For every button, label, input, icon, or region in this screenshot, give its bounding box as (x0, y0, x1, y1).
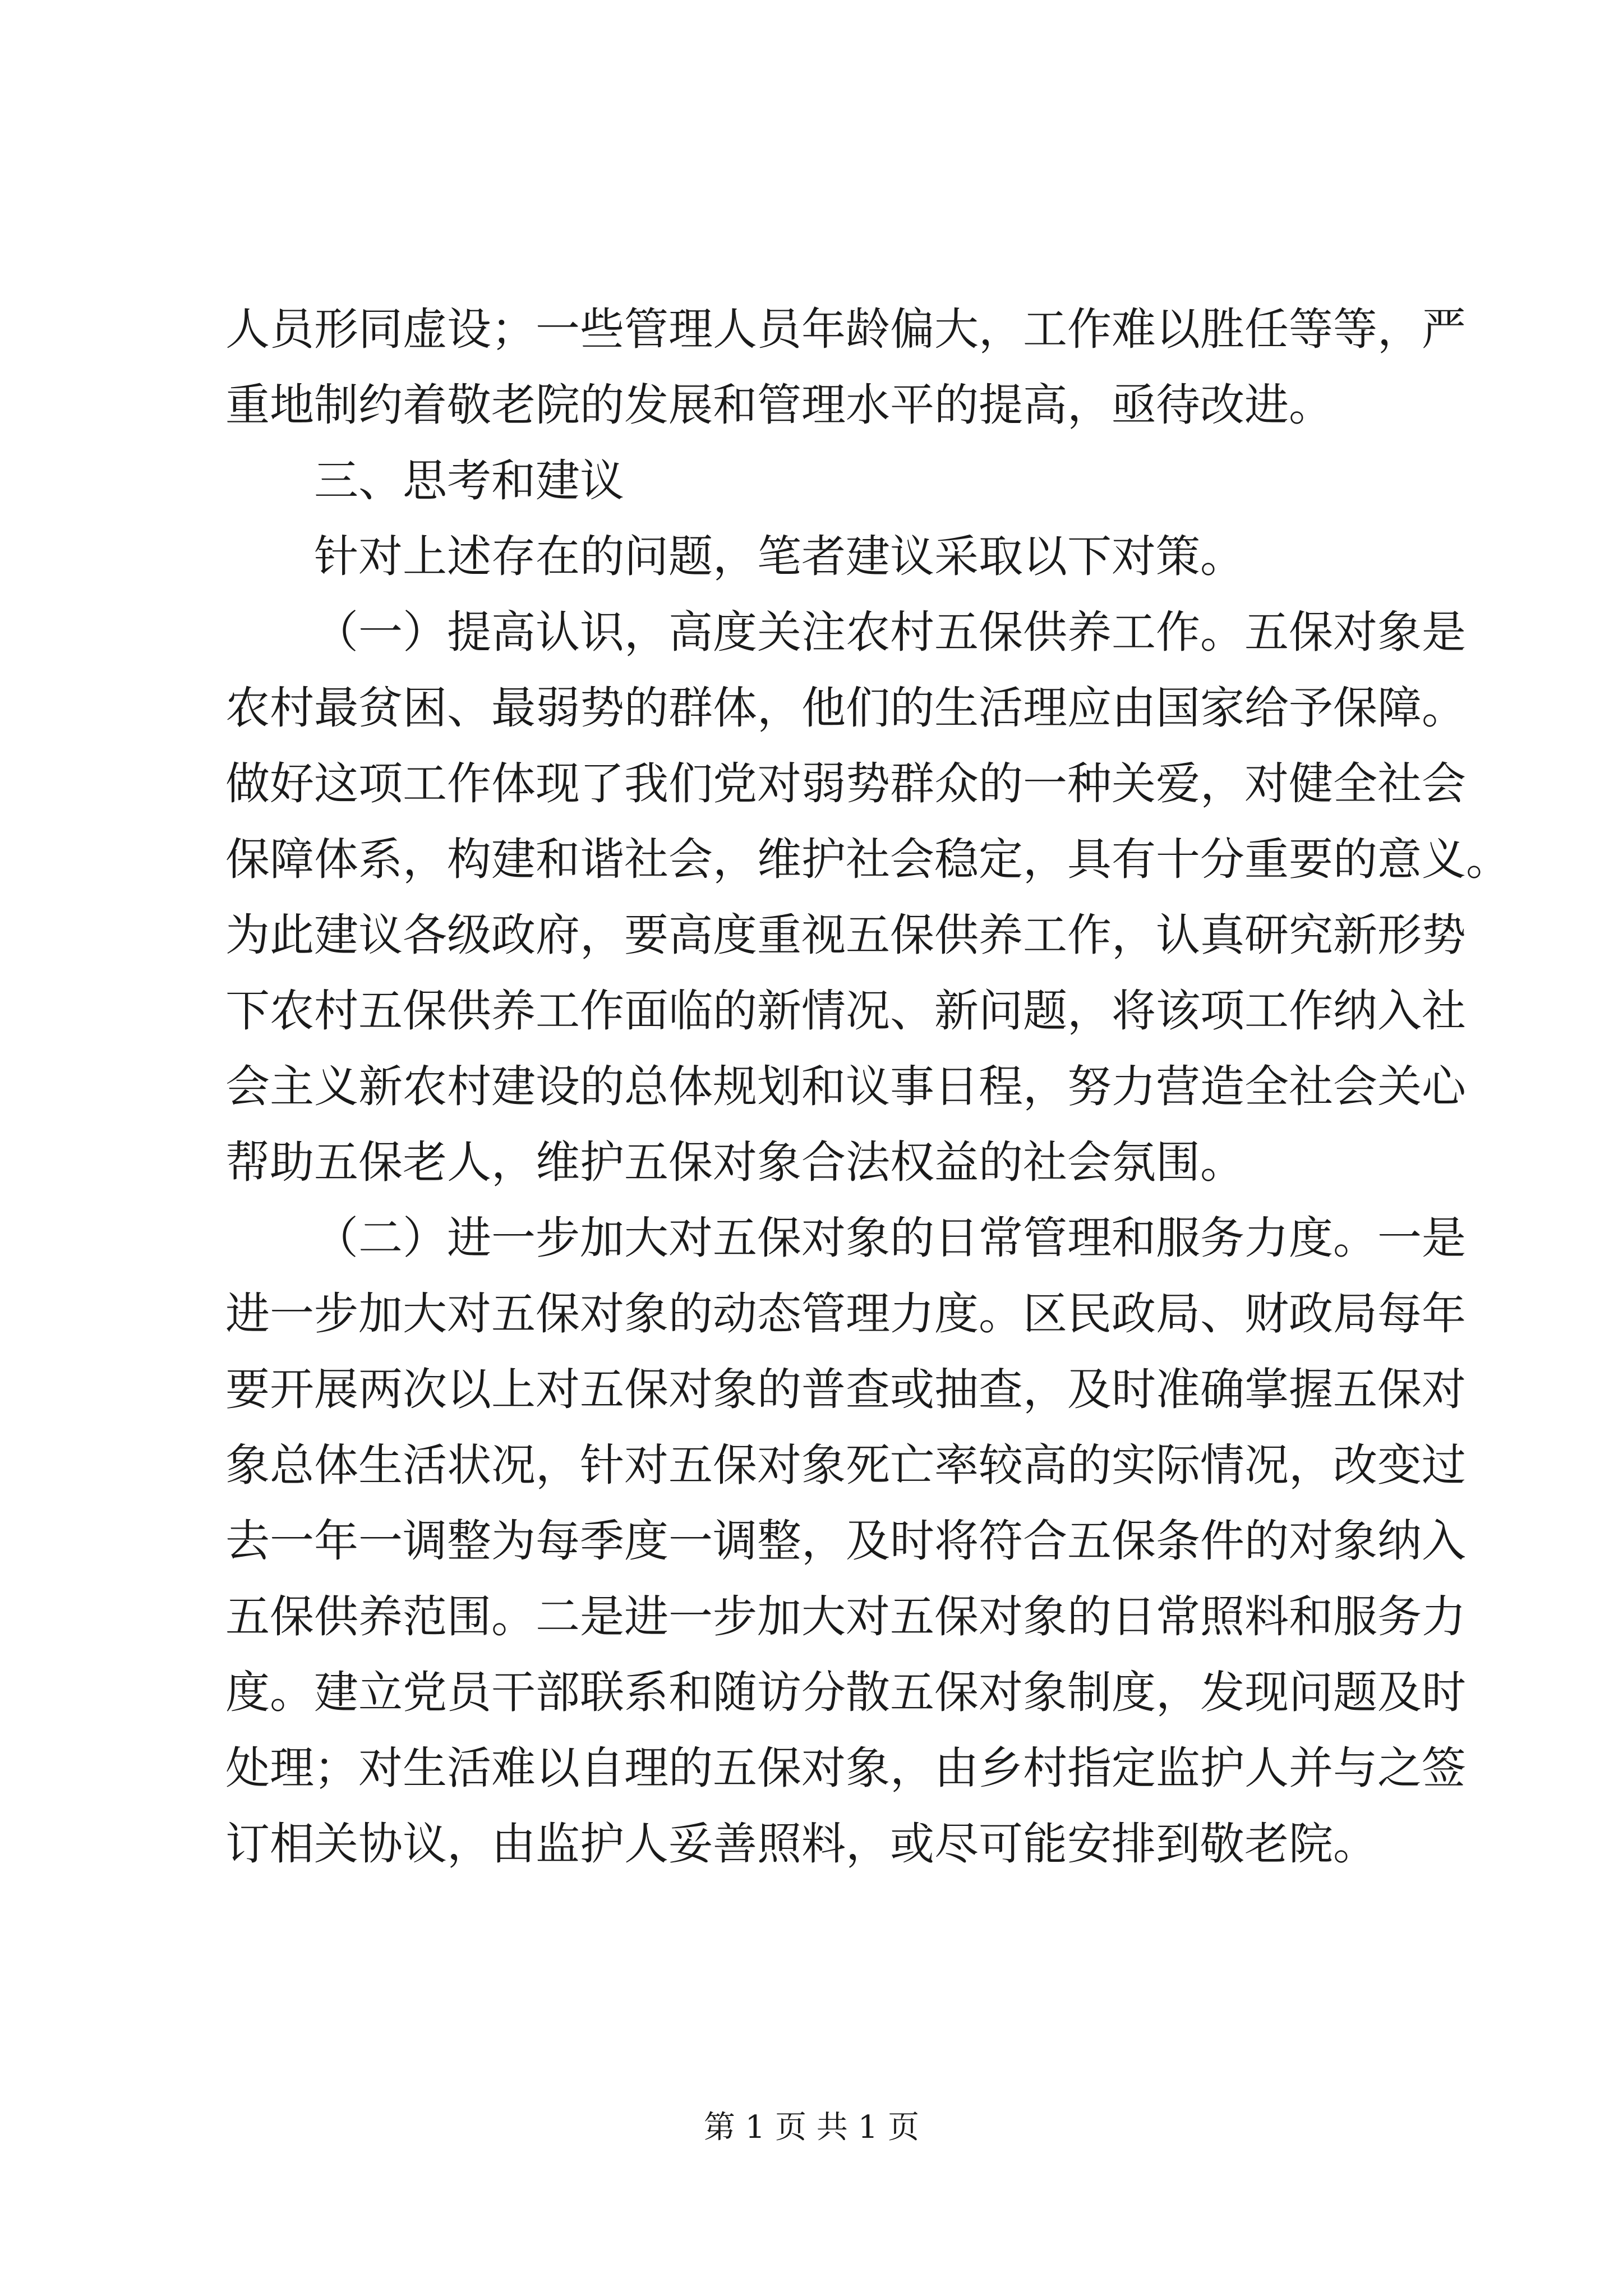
page-footer: 第 1 页 共 1 页 (703, 2109, 920, 2146)
text-line: 会主义新农村建设的总体规划和议事日程，努力营造全社会关心 (225, 1061, 1466, 1112)
text-line: 象总体生活状况，针对五保对象死亡率较高的实际情况，改变过 (225, 1439, 1466, 1491)
text-line: 保障体系，构建和谐社会，维护社会稳定，具有十分重要的意义。 (225, 834, 1510, 885)
text-line: 五保供养范围。二是进一步加大对五保对象的日常照料和服务力 (225, 1591, 1466, 1642)
text-line: 农村最贫困、最弱势的群体，他们的生活理应由国家给予保障。 (225, 682, 1466, 734)
document-body (225, 292, 1510, 1882)
text-line: 进一步加大对五保对象的动态管理力度。区民政局、财政局每年 (225, 1288, 1466, 1340)
section-heading: 三、思考和建议 (314, 455, 624, 507)
text-line: 做好这项工作体现了我们党对弱势群众的一种关爱，对健全社会 (225, 758, 1466, 809)
text-line: 度。建立党员干部联系和随访分散五保对象制度，发现问题及时 (225, 1667, 1466, 1718)
subsection-heading-line: （二）进一步加大对五保对象的日常管理和服务力度。一是 (314, 1212, 1466, 1264)
text-line: 去一年一调整为每季度一调整，及时将符合五保条件的对象纳入 (225, 1515, 1466, 1567)
text-line: 下农村五保供养工作面临的新情况、新问题，将该项工作纳入社 (225, 985, 1466, 1037)
text-line: 订相关协议，由监护人妥善照料，或尽可能安排到敬老院。 (225, 1818, 1377, 1870)
text-line: 为此建议各级政府，要高度重视五保供养工作，认真研究新形势 (225, 909, 1466, 961)
text-line: 要开展两次以上对五保对象的普查或抽查，及时准确掌握五保对 (225, 1364, 1466, 1415)
text-line: 人员形同虚设；一些管理人员年龄偏大，工作难以胜任等等，严 (225, 303, 1466, 355)
text-line: 处理；对生活难以自理的五保对象，由乡村指定监护人并与之签 (225, 1742, 1466, 1794)
text-line: 帮助五保老人，维护五保对象合法权益的社会氛围。 (225, 1137, 1244, 1188)
subsection-heading-line: （一）提高认识，高度关注农村五保供养工作。五保对象是 (314, 606, 1466, 658)
text-line: 重地制约着敬老院的发展和管理水平的提高，亟待改进。 (225, 379, 1333, 431)
text-line: 针对上述存在的问题，笔者建议采取以下对策。 (314, 531, 1244, 582)
